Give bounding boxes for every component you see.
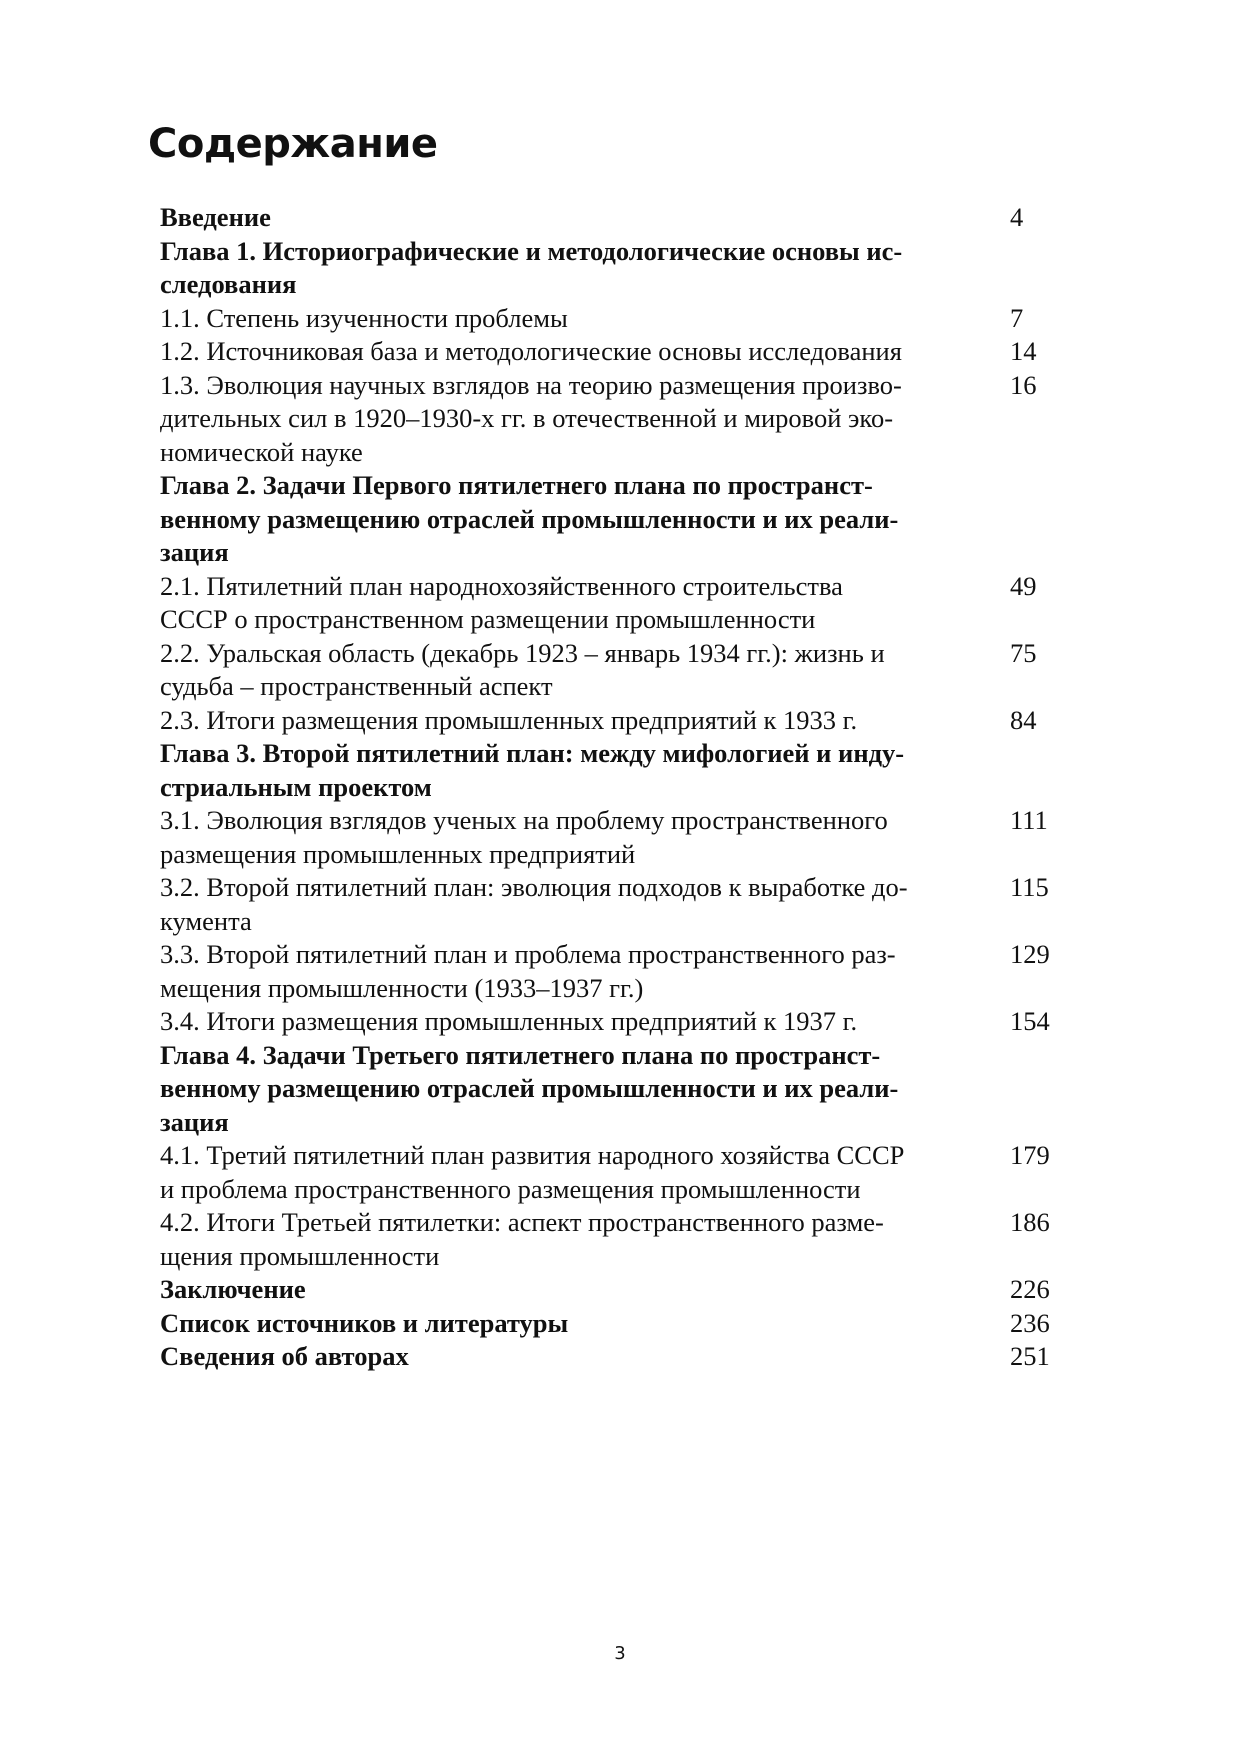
toc-entry-title: 3.1. Эволюция взглядов ученых на проблему пространственного размещения промышленных предприятий [160,805,888,869]
toc-entry-page: 226 [1010,1274,1050,1304]
toc-entry-authors[interactable] [160,1340,1060,1374]
toc-entry-page: 16 [1010,369,1037,400]
toc-entry-page: 179 [1010,1140,1050,1170]
toc-entry-title: 2.2. Уральская область (декабрь 1923 – январь 1934 гг.): жизнь и судьба – пространственный аспект [160,637,885,701]
toc-entry-page: 4 [1010,202,1024,232]
toc-entry-3-2[interactable] [160,871,1060,938]
toc-entry-title: Глава 3. Второй пятилетний план: между мифологией и инду- стриальным проектом [160,738,905,802]
toc-entry-chapter-3[interactable] [160,737,1060,804]
toc-entry-4-1[interactable] [160,1139,1060,1206]
toc-entry-conclusion[interactable] [160,1273,1060,1307]
toc-entry-page: 7 [1010,302,1024,333]
toc-entry-page: 236 [1010,1307,1050,1338]
toc-entry-title: Список источников и литературы [160,1307,569,1338]
toc-entry-page: 154 [1010,1006,1050,1036]
toc-entry-title: 3.2. Второй пятилетний план: эволюция подходов к выработке до- кумента [160,872,908,936]
toc-entry-page: 75 [1010,637,1037,668]
toc-entry-1-2[interactable] [160,335,1060,369]
toc-entry-title: 1.2. Источниковая база и методологические основы исследования [160,336,902,366]
toc-entry-page: 186 [1010,1207,1050,1237]
toc-entry-3-1[interactable] [160,804,1060,871]
toc-entry-page: 129 [1010,939,1050,969]
toc-entry-title: 2.3. Итоги размещения промышленных предприятий к 1933 г. [160,704,858,735]
toc-entry-1-1[interactable] [160,302,1060,336]
toc-entry-title: Глава 1. Историографические и методологические основы ис- следования [160,235,903,299]
toc-entry-page: 84 [1010,704,1037,735]
toc-entry-page: 111 [1010,805,1048,835]
toc-entry-4-2[interactable] [160,1206,1060,1273]
toc-entry-page: 49 [1010,570,1037,601]
toc-entry-2-2[interactable] [160,637,1060,704]
toc-entry-page: 14 [1010,336,1037,366]
toc-entry-2-1[interactable] [160,570,1060,637]
toc-entry-page: 251 [1010,1341,1050,1371]
toc-entry-title: 1.3. Эволюция научных взглядов на теорию размещения произво- дительных сил в 1920–1930-х гг. в отечественной и мировой эко- номической науке [160,369,902,467]
toc-entry-title: 1.1. Степень изученности проблемы [160,302,568,333]
toc-entry-title: Заключение [160,1274,306,1304]
toc-entry-chapter-4[interactable] [160,1039,1060,1140]
toc-entry-chapter-2[interactable] [160,469,1060,570]
toc-entry-3-4[interactable] [160,1005,1060,1039]
toc-entry-title: 3.4. Итоги размещения промышленных предприятий к 1937 г. [160,1006,858,1036]
toc-entry-chapter-1[interactable] [160,235,1060,302]
toc-entry-introduction[interactable] [160,201,1060,235]
page-number: 3 [614,1643,626,1664]
toc-entry-title: Сведения об авторах [160,1341,409,1371]
toc-entry-title: Введение [160,202,271,232]
toc-entry-bibliography[interactable] [160,1307,1060,1341]
toc-entry-3-3[interactable] [160,938,1060,1005]
toc-entry-title: Глава 2. Задачи Первого пятилетнего плана по пространст- венному размещению отраслей промышленности и их реали- зация [160,470,899,567]
table-of-contents [160,201,1060,1374]
toc-entry-title: Глава 4. Задачи Третьего пятилетнего плана по пространст- венному размещению отраслей промышленности и их реали- зация [160,1039,899,1137]
page-title: Содержание [148,121,438,167]
toc-entry-title: 3.3. Второй пятилетний план и проблема пространственного раз- мещения промышленности (1933–1937 гг.) [160,939,896,1003]
toc-entry-1-3[interactable] [160,369,1060,470]
toc-entry-title: 2.1. Пятилетний план народнохозяйственного строительства СССР о пространственном размещении промышленности [160,570,843,634]
toc-entry-2-3[interactable] [160,704,1060,738]
toc-entry-title: 4.2. Итоги Третьей пятилетки: аспект пространственного разме- щения промышленности [160,1207,884,1271]
toc-entry-page: 115 [1010,872,1049,902]
toc-entry-title: 4.1. Третий пятилетний план развития народного хозяйства СССР и проблема пространственного размещения промышленности [160,1140,905,1204]
